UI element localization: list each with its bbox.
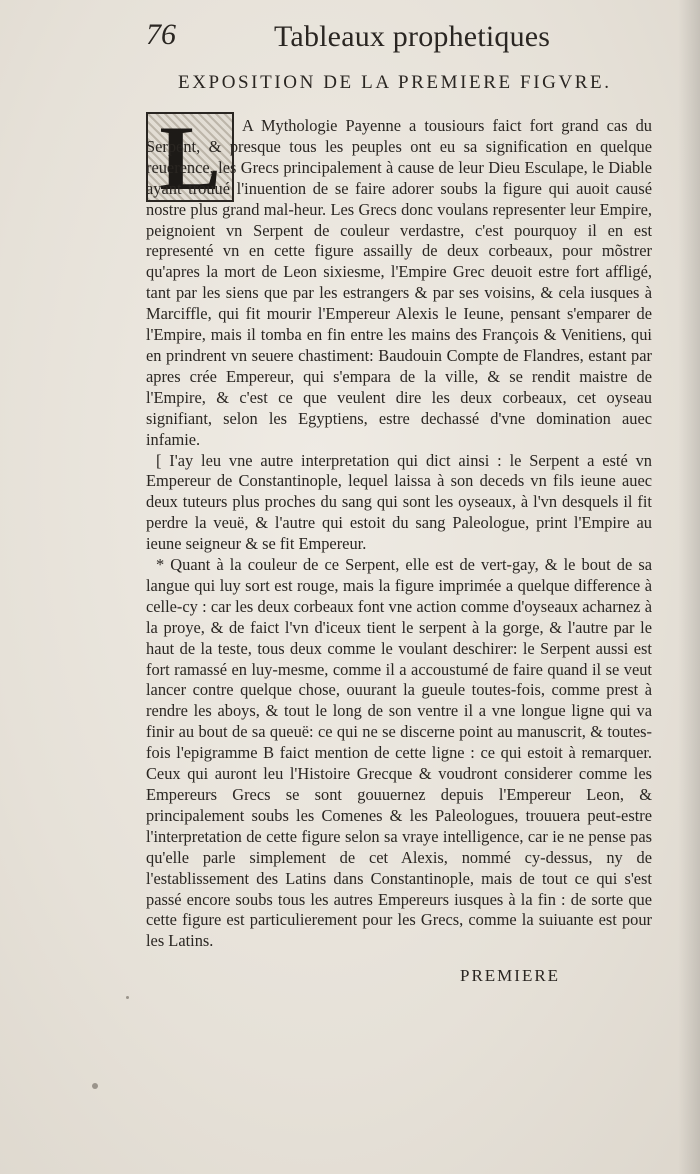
paper-speck — [92, 1083, 98, 1089]
body-text — [146, 116, 652, 952]
page-spine-shadow — [678, 0, 700, 1174]
running-head: Tableaux prophetiques — [274, 20, 551, 53]
paper-speck — [126, 996, 129, 999]
paragraph-2: [ I'ay leu vne autre interpretation qui dict ainsi : le Serpent a esté vn Empereur de Constantinople, lequel laissa à son deceds vn fils ieune auec deux tuteurs plus proches du sang qui sont les oyseaux, à l'vn desquels il fit perdre la veuë, & l'autre qui estoit du sang Paleologue, print l'Empire au ieune seigneur & se fit Empereur. — [146, 450, 652, 554]
page-header — [146, 14, 646, 58]
paragraph-1: A Mythologie Payenne a tousiours faict fort grand cas du Serpent, & presque tous les peuples ont eu sa signification en quelque reuerence, les Grecs principalement à cause de leur Dieu Esculape, le Diable ayant trouué l'inuention de se faire adorer soubs la figure qui auoit causé nostre plus grand mal-heur. Les Grecs donc voulans representer leur Empire, peignoient vn Serpent de couleur verdastre, c'est pourquoy il en est representé vn en cette figure assailly de deux corbeaux, pour mõstrer qu'apres la mort de Leon sixiesme, l'Empire Grec deuoit estre fort affligé, tant par les siens que par les estrangers & par ses voisins, & cela iusques à Marciffle, qui fit mourir l'Empereur Alexis le Ieune, pensant s'emparer de l'Empire, mais il tomba en fin entre les mains des François & Venitiens, qui en prindrent vn seuere chastiment: Baudouin Compte de Flandres, estant par apres crée Empereur, qui s'empara de la ville, & se rendit maistre de l'Empire, & c'est ce que veulent dire les deux corbeaux, cet oyseau signifiant, selon les Egyptiens, estre dechassé d'vne domination auec infamie. — [146, 116, 652, 449]
catchword: PREMIERE — [460, 966, 561, 985]
paragraph-3: * Quant à la couleur de ce Serpent, elle est de vert-gay, & le bout de sa langue qui luy sort est rouge, mais la figure imprimée a quelque difference à celle-cy : car les deux corbeaux font vne action comme d'oyseaux acharnez à la proye, & de faict l'vn d'iceux tient le serpent à la gorge, & l'autre par le haut de la teste, tous deux comme le voulant deschirer: le Serpent aussi est fort ramassé en luy-mesme, comme il a accoustumé de faire quand il se veut lancer contre quelque chose, ouurant la gueule toutes-fois, comme prest à rendre les aboys, & tout le long de son ventre il a vne longue ligne qui va finir au bout de sa queuë: ce qui ne se discerne point au manuscrit, & toutes-fois l'epigramme B faict mention de cette ligne : ce qui estoit à remarquer. Ceux qui auront leu l'Histoire Grecque & voudront considerer comme les Empereurs Grecs se sont gouuernez depuis l'Empereur Leon, & principalement soubs les Comenes & les Paleologues, trouuera peut-estre l'interpretation de cette figure selon sa vraye intelligence, car ie ne pense pas qu'elle parle simplement de cet Alexis, nommé cy-dessus, ny de l'establissement des Latins dans Constantinople, mais de tout ce qui s'est passé encore soubs tous les autres Empereurs iusques à la fin : de sorte que cette figure est particulierement pour les Grecs, comme la suiuante est pour les Latins. — [146, 555, 652, 951]
page-number: 76 — [146, 18, 176, 51]
initial-letter: L — [159, 107, 221, 209]
section-title: EXPOSITION DE LA PREMIERE FIGVRE. — [178, 72, 612, 93]
